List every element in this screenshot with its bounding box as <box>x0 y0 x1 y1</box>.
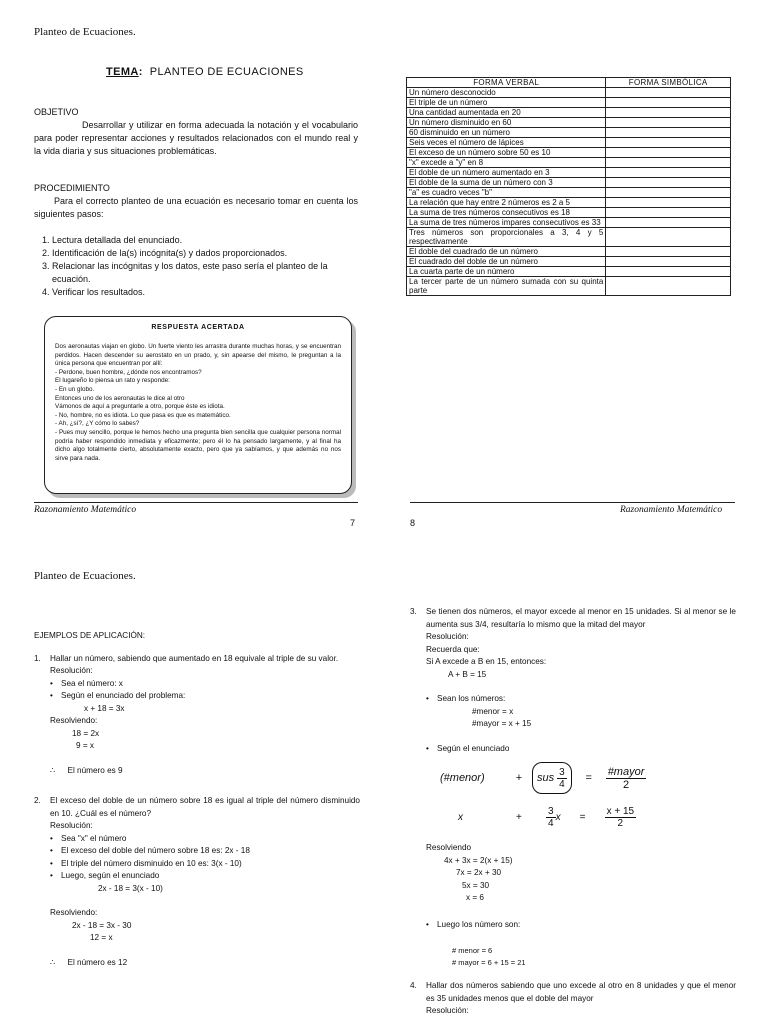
forma-verbal-cell: Una cantidad aumentada en 20 <box>407 108 606 118</box>
formula-operator: + <box>515 772 523 784</box>
forma-verbal-cell: El doble del cuadrado de un número <box>407 247 606 257</box>
example-3-section <box>410 606 736 755</box>
forma-simbolica-cell <box>606 277 731 296</box>
equation: 18 = 2x <box>72 728 100 738</box>
formula-text: x <box>555 811 561 823</box>
resolucion-label: Resolución: <box>50 666 93 675</box>
bullet-line: • Luego, según el enunciado <box>50 870 360 883</box>
forma-verbal-cell: El triple de un número <box>407 98 606 108</box>
formula-operator: = <box>579 811 586 823</box>
formula-operator: + <box>516 811 522 823</box>
table-row <box>407 98 731 108</box>
procedimiento-heading: PROCEDIMIENTO <box>34 183 110 193</box>
forma-verbal-cell: El doble de un número aumentado en 3 <box>407 168 606 178</box>
fraction-denominator: 4 <box>548 817 554 829</box>
forma-simbolica-cell <box>606 267 731 277</box>
footer-rule <box>410 502 735 503</box>
bullet-line: • El triple del número disminuido en 10 es: 3(x - 10) <box>50 858 360 871</box>
table-row <box>407 208 731 218</box>
formula-text: sus <box>537 772 555 784</box>
footer-rule <box>34 502 358 503</box>
resolviendo-label: Resolviendo <box>426 843 472 852</box>
ejemplos-section <box>34 630 360 969</box>
resolviendo-label: Resolviendo: <box>50 716 98 725</box>
table-row <box>407 88 731 98</box>
equation: x = 6 <box>466 893 484 902</box>
result-lines <box>426 945 736 969</box>
story-line: - Ah, ¿sí?, ¿Y cómo lo sabes? <box>55 420 140 428</box>
equation: #mayor = x + 15 <box>472 719 532 728</box>
tema-label: TEMA <box>106 66 139 78</box>
table-row <box>407 158 731 168</box>
box-story <box>55 343 341 463</box>
example-number: 4. <box>410 981 417 990</box>
story-line: El lugareño lo piensa un rato y responde: <box>55 377 170 385</box>
forma-simbolica-cell <box>606 138 731 148</box>
forma-verbal-cell: "a" es cuadro veces "b" <box>407 188 606 198</box>
equation: 4x + 3x = 2(x + 15) <box>444 855 513 865</box>
example-statement: El exceso del doble de un número sobre 18 es igual al triple del número disminuido en 10. ¿Cuál es el número? <box>50 796 360 818</box>
forma-verbal-cell: El cuadrado del doble de un número <box>407 257 606 267</box>
story-line: - Perdone, buen hombre, ¿dónde nos encontramos? <box>55 368 202 376</box>
forma-verbal-cell: El doble de la suma de un número con 3 <box>407 178 606 188</box>
bullet-line: • Según el enunciado <box>426 743 736 756</box>
therefore-symbol: ∴ <box>50 957 56 967</box>
equation: x + 18 = 3x <box>84 703 125 713</box>
page-number: 7 <box>350 518 356 528</box>
forma-verbal-cell: La suma de tres números impares consecutivos es 33 <box>407 218 606 228</box>
forma-simbolica-cell <box>606 88 731 98</box>
step-item: 3. Relacionar las incógnitas y los datos, este paso sería el planteo de la ecuación. <box>52 260 358 286</box>
formas-table <box>406 77 731 296</box>
forma-simbolica-cell <box>606 178 731 188</box>
table-row <box>407 108 731 118</box>
equation: #menor = x <box>472 706 514 716</box>
formula-line-2 <box>458 800 730 834</box>
fraction-numerator: 3 <box>559 766 565 778</box>
answer-text: El número es 12 <box>67 957 128 967</box>
table-row <box>407 228 731 247</box>
formula-term <box>546 806 561 829</box>
bullet-line: • Sea "x" el número <box>50 833 360 846</box>
respuesta-acertada-box <box>44 316 352 494</box>
forma-simbolica-cell <box>606 128 731 138</box>
step-item: 4. Verificar los resultados. <box>52 286 358 299</box>
example-statement: Se tienen dos números, el mayor excede al menor en 15 unidades. Si al menor se le aumenta sus 3/4, resultaría lo mismo que la mitad del mayor <box>426 607 736 629</box>
result-line: # menor = 6 <box>452 946 493 955</box>
fraction-denominator: 2 <box>622 778 630 791</box>
bullet-line: • Sea el número: x <box>50 678 360 691</box>
example-statement: Hallar un número, sabiendo que aumentado en 18 equivale al triple de su valor. <box>50 653 339 663</box>
procedimiento-intro: Para el correcto planteo de una ecuación es necesario tomar en cuenta los siguientes pasos: <box>34 196 358 219</box>
forma-verbal-cell: La tercer parte de un número sumada con su quinta parte <box>407 277 606 296</box>
table-row <box>407 188 731 198</box>
table-row <box>407 118 731 128</box>
objetivo-heading: OBJETIVO <box>34 107 79 117</box>
table-row <box>407 267 731 277</box>
fraction-numerator: 3 <box>548 805 554 817</box>
table-row <box>407 128 731 138</box>
resolviendo-label: Resolviendo: <box>50 908 98 917</box>
tema-heading: TEMA: PLANTEO DE ECUACIONES <box>106 66 304 78</box>
equation: 9 = x <box>76 741 94 750</box>
bullet-line: • Luego los número son: <box>426 919 736 932</box>
answer-text: El número es 9 <box>67 765 123 775</box>
table-row <box>407 168 731 178</box>
footer-right: Razonamiento Matemático <box>620 505 723 515</box>
forma-simbolica-cell <box>606 108 731 118</box>
forma-simbolica-cell <box>606 208 731 218</box>
equation: A + B = 15 <box>448 669 487 679</box>
example-number: 3. <box>410 607 417 616</box>
formula-term <box>532 762 572 794</box>
note-line: Si A excede a B en 15, entonces: <box>426 657 547 666</box>
forma-simbolica-cell <box>606 218 731 228</box>
forma-verbal-cell: La suma de tres números consecutivos es 18 <box>407 208 606 218</box>
therefore-symbol: ∴ <box>50 765 56 775</box>
column-header: FORMA SIMBÓLICA <box>606 78 731 88</box>
column-header: FORMA VERBAL <box>407 78 606 88</box>
forma-verbal-cell: La cuarta parte de un número <box>407 267 606 277</box>
step-item: 2. Identificación de la(s) incógnita(s) y dados proporcionados. <box>52 247 358 260</box>
fraction-numerator: x + 15 <box>606 805 635 817</box>
forma-simbolica-cell <box>606 257 731 267</box>
box-title: RESPUESTA ACERTADA <box>151 324 245 331</box>
forma-simbolica-cell <box>606 228 731 247</box>
forma-verbal-cell: Seis veces el número de lápices <box>407 138 606 148</box>
formula-term <box>605 806 637 829</box>
section-title: EJEMPLOS DE APLICACIÓN: <box>34 631 146 640</box>
table-row <box>407 148 731 158</box>
forma-simbolica-cell <box>606 118 731 128</box>
table-row <box>407 257 731 267</box>
fraction-denominator: 4 <box>559 778 565 790</box>
story-line: - Pues muy sencillo, porque le hemos hecho una pregunta bien sencilla que cualquier persona normal podría haber respondido inmediata y eficazmente; pero él lo ha pensado largamente, y al final ha dicho algo totalmente cierto, absolutamente exacto, pero que ya sabíamos, y que además no nos sirve para nada. <box>55 428 341 462</box>
equation: 12 = x <box>90 933 113 942</box>
forma-simbolica-cell <box>606 148 731 158</box>
page-header: Planteo de Ecuaciones. <box>34 570 136 582</box>
equation: 7x = 2x + 30 <box>456 868 502 877</box>
page-number: 8 <box>410 518 416 528</box>
result-line: # mayor = 6 + 15 = 21 <box>452 958 526 967</box>
example-2 <box>34 795 360 820</box>
table-row <box>407 247 731 257</box>
forma-simbolica-cell <box>606 98 731 108</box>
formula-term <box>606 766 647 791</box>
forma-verbal-cell: Tres números son proporcionales a 3, 4 y 5 respectivamente <box>407 228 606 247</box>
equation: 2x - 18 = 3x - 30 <box>72 920 132 930</box>
example-1-solution <box>34 665 360 777</box>
objetivo-body: Desarrollar y utilizar en forma adecuada la notación y el vocabulario para poder representar acciones y resultados relacionados con el mundo real y la vida diaria y sus situaciones problemáticas. <box>34 120 358 156</box>
formula-term: (#menor) <box>440 772 485 784</box>
fraction-denominator: 2 <box>617 817 624 829</box>
example-3 <box>410 606 736 631</box>
story-line: Vámonos de aquí a preguntarle a otro, porque éste es idiota. <box>55 403 225 411</box>
bullet-line: • El exceso del doble del número sobre 18 es: 2x - 18 <box>50 845 360 858</box>
table-row <box>407 198 731 208</box>
recuerda-label: Recuerda que: <box>426 644 480 654</box>
forma-verbal-cell: Un número disminuido en 60 <box>407 118 606 128</box>
bullet-line: • Sean los números: <box>426 693 736 706</box>
forma-simbolica-cell <box>606 198 731 208</box>
answer-line <box>50 765 360 778</box>
procedimiento-steps <box>34 234 358 299</box>
forma-verbal-cell: El exceso de un número sobre 50 es 10 <box>407 148 606 158</box>
forma-verbal-cell: "x" excede a "y" en 8 <box>407 158 606 168</box>
bullet-line: • Según el enunciado del problema: <box>50 690 360 703</box>
page-header: Planteo de Ecuaciones. <box>34 26 136 38</box>
objetivo-section <box>34 106 358 158</box>
resolucion-label: Resolución: <box>50 821 93 830</box>
table-row <box>407 178 731 188</box>
example-1 <box>34 653 360 666</box>
fraction-numerator: #mayor <box>607 765 645 778</box>
forma-simbolica-cell <box>606 247 731 257</box>
forma-verbal-cell: 60 disminuido en un número <box>407 128 606 138</box>
example-4 <box>410 980 736 1018</box>
footer-left: Razonamiento Matemático <box>34 505 137 515</box>
resolucion-label: Resolución: <box>426 1006 469 1015</box>
table-row <box>407 218 731 228</box>
table-row <box>407 138 731 148</box>
equation: 5x = 30 <box>462 880 490 890</box>
resolucion-label: Resolución: <box>426 632 469 641</box>
example-3-solution <box>410 631 736 755</box>
example-number: 2. <box>34 796 41 805</box>
example-3-steps <box>426 842 736 969</box>
step-item: 1. Lectura detallada del enunciado. <box>52 234 358 247</box>
formula-operator: = <box>585 772 592 784</box>
forma-simbolica-cell <box>606 168 731 178</box>
story-line: - No, hombre, no es idiota. Lo que pasa es que es matemático. <box>55 411 231 419</box>
example-number: 1. <box>34 653 41 663</box>
example-statement: Hallar dos números sabiendo que uno excede al otro en 8 unidades y que el menor es 35 unidades menos que el doble del mayor <box>426 981 736 1003</box>
story-line: Entonces uno de los aeronautas le dice al otro <box>55 394 185 402</box>
forma-simbolica-cell <box>606 158 731 168</box>
formula-term: x <box>458 811 463 823</box>
procedimiento-section <box>34 182 358 299</box>
example-2-solution <box>34 820 360 969</box>
table-row <box>407 277 731 296</box>
formula-line-1 <box>440 760 730 796</box>
tema-title: PLANTEO DE ECUACIONES <box>149 66 304 78</box>
story-line: Dos aeronautas viajan en globo. Un fuerte viento les arrastra durante muchas horas, y se encuentran perdidos. Hacen descender su aerostato en un prado, y, sin apearse del mismo, le preguntan a la única persona que encuentran por allí: <box>55 343 341 368</box>
forma-verbal-cell: Un número desconocido <box>407 88 606 98</box>
story-line: - En un globo. <box>55 385 95 393</box>
forma-verbal-cell: La relación que hay entre 2 números es 2 a 5 <box>407 198 606 208</box>
forma-simbolica-cell <box>606 188 731 198</box>
answer-line <box>50 957 360 970</box>
equation: 2x - 18 = 3(x - 10) <box>98 883 163 893</box>
